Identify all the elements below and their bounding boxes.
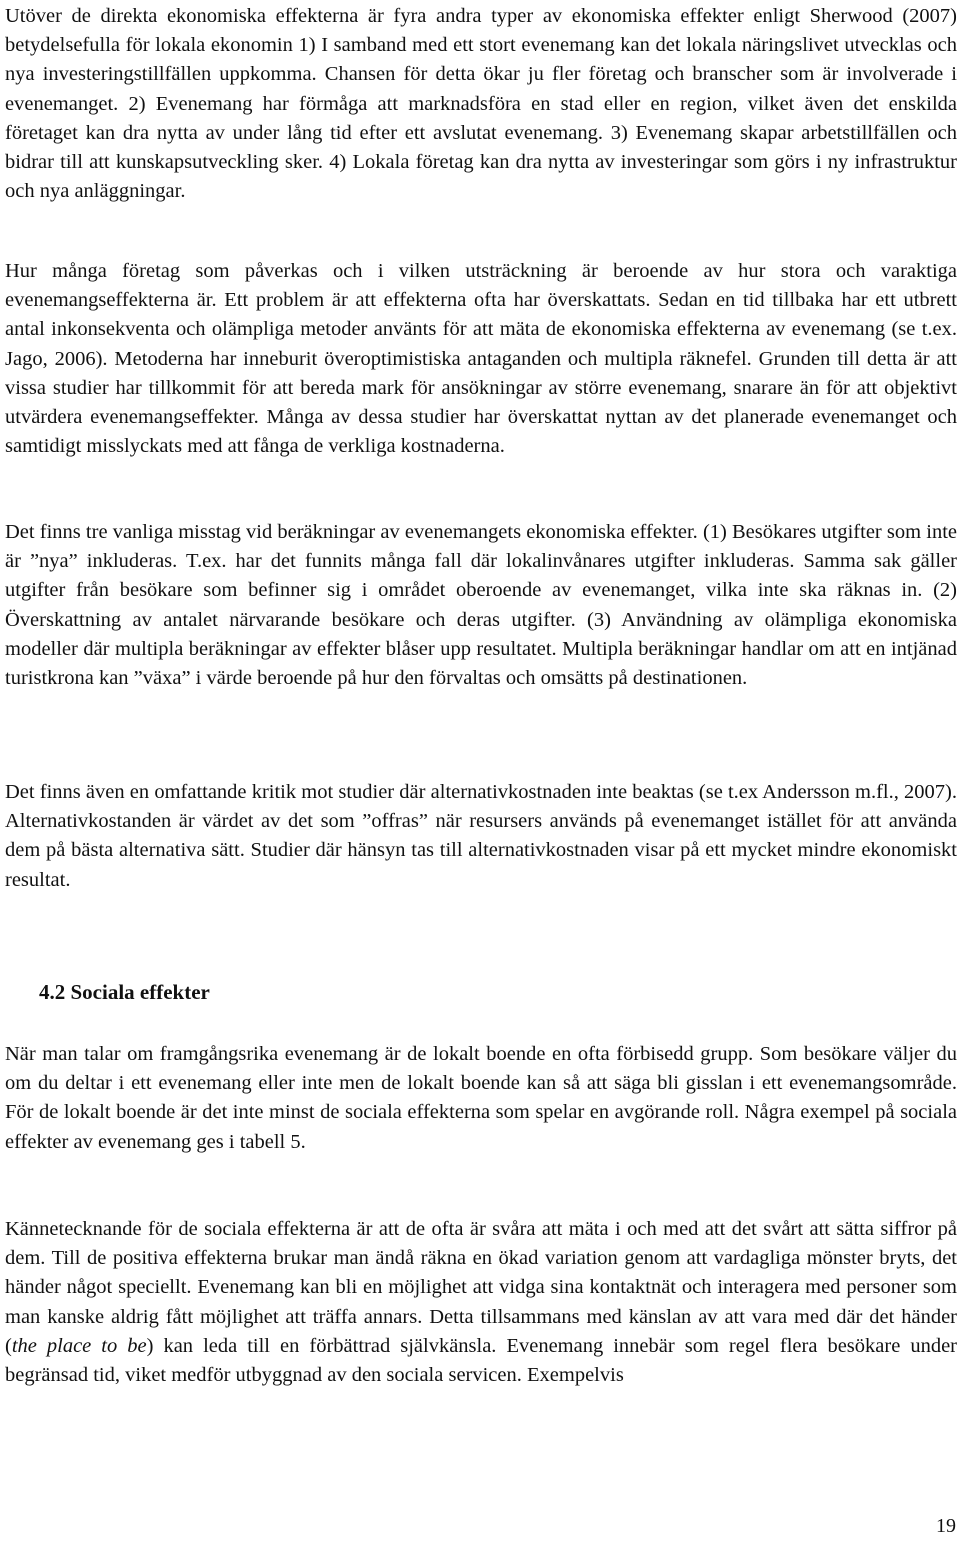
section-heading: 4.2 Sociala effekter (39, 980, 210, 1004)
paragraph-overestimation: Hur många företag som påverkas och i vilken utsträckning är beroende av hur stora och varaktiga evenemangseffekterna är. Ett problem är att effekterna ofta har överskattats. Sedan en tid tillbaka har ett utbrett antal inkonsekventa och olämpliga metoder använts för att mäta de ekonomiska effekterna av evenemang (se t.ex. Jago, 2006). Metoderna har inneburit överoptimistiska antaganden och multipla räknefel. Grunden till detta är att vissa studier har tillkommit för att bereda mark för ansökningar av större evenemang, snarare än för att objektivt utvärdera evenemangseffekter. Många av dessa studier har överskattat nyttan av det planerade evenemanget och samtidigt misslyckats med att fånga de verkliga kostnaderna. (5, 260, 957, 458)
page-number: 19 (936, 1515, 956, 1537)
paragraph-alternative-cost: Det finns även en omfattande kritik mot studier där alternativkostnaden inte beaktas (se t.ex Andersson m.fl., 2007). Alternativkostanden är värdet av det som ”offras” när resursers används på evenemanget istället för att använda dem på bästa alternativa sätt. Studier där hänsyn tas till alternativkostnaden visar på ett mycket mindre ekonomiskt resultat. (5, 781, 957, 891)
paragraph-three-mistakes: Det finns tre vanliga misstag vid beräkningar av evenemangets ekonomiska effekter. (1) Besökares utgifter som inte är ”nya” inkluderas. T.ex. har det funnits många fall där lokalinvånares utgifter inkluderas. Samma sak gäller utgifter från besökare som befinner sig i området oberoende av evenemanget, vilka inte ska räknas in. (2) Överskattning av antalet närvarande besökare och deras utgifter. (3) Användning av olämpliga ekonomiska modeller där multipla beräkningar av effekter blåser upp resultatet. Multipla beräkningar handlar om att en intjänad turistkrona kan ”växa” i värde beroende på hur den förvaltas och omsätts på destinationen. (5, 521, 957, 690)
paragraph-economic-effects: Utöver de direkta ekonomiska effekterna är fyra andra typer av ekonomiska effekter enligt Sherwood (2007) betydelsefulla för lokala ekonomin 1) I samband med ett stort evenemang kan det lokala näringslivet utvecklas och nya investeringstillfällen uppkomma. Chansen för detta ökar ju fler företag och branscher som är involverade i evenemanget. 2) Evenemang har förmåga att marknadsföra en stad eller en region, vilket även det enskilda företaget kan dra nytta av under lång tid efter ett avslutat evenemang. 3) Evenemang skapar arbetstillfällen och bidrar till att kunskapsutveckling sker. 4) Lokala företag kan dra nytta av investeringar som görs i ny infrastruktur och nya anläggningar. (5, 5, 957, 203)
italic-phrase: the place to be (11, 1334, 147, 1357)
paragraph-text-after-italic: ) kan leda till en förbättrad självkänsla. Evenemang innebär som regel flera besökare under begränsad tid, viket medför utbyggnad av den sociala servicen. Exempelvis (5, 1334, 957, 1387)
paragraph-local-residents: När man talar om framgångsrika evenemang är de lokalt boende en ofta förbisedd grupp. Som besökare väljer du om du deltar i ett evenemang eller inte men de lokalt boende kan så att säga bli gisslan i ett evenemangsområde. För de lokalt boende är det inte minst de sociala effekterna som spelar en avgörande roll. Några exempel på sociala effekter av evenemang ges i tabell 5. (5, 1043, 957, 1153)
paragraph-characteristics (5, 1215, 957, 1390)
paragraph-text-before-italic: Kännetecknande för de sociala effekterna är att de ofta är svåra att mäta i och med att det svårt att sätta siffror på dem. Till de positiva effekterna brukar man ändå räkna en ökad variation genom att vardagliga mönster bryts, det händer något speciellt. Evenemang kan bli en möjlighet att vidga sina kontaktnät och interagera med personer som man kanske aldrig fått möjlighet att träffa annars. Detta tillsammans med känslan av att vara med där det händer ( (5, 1218, 957, 1357)
